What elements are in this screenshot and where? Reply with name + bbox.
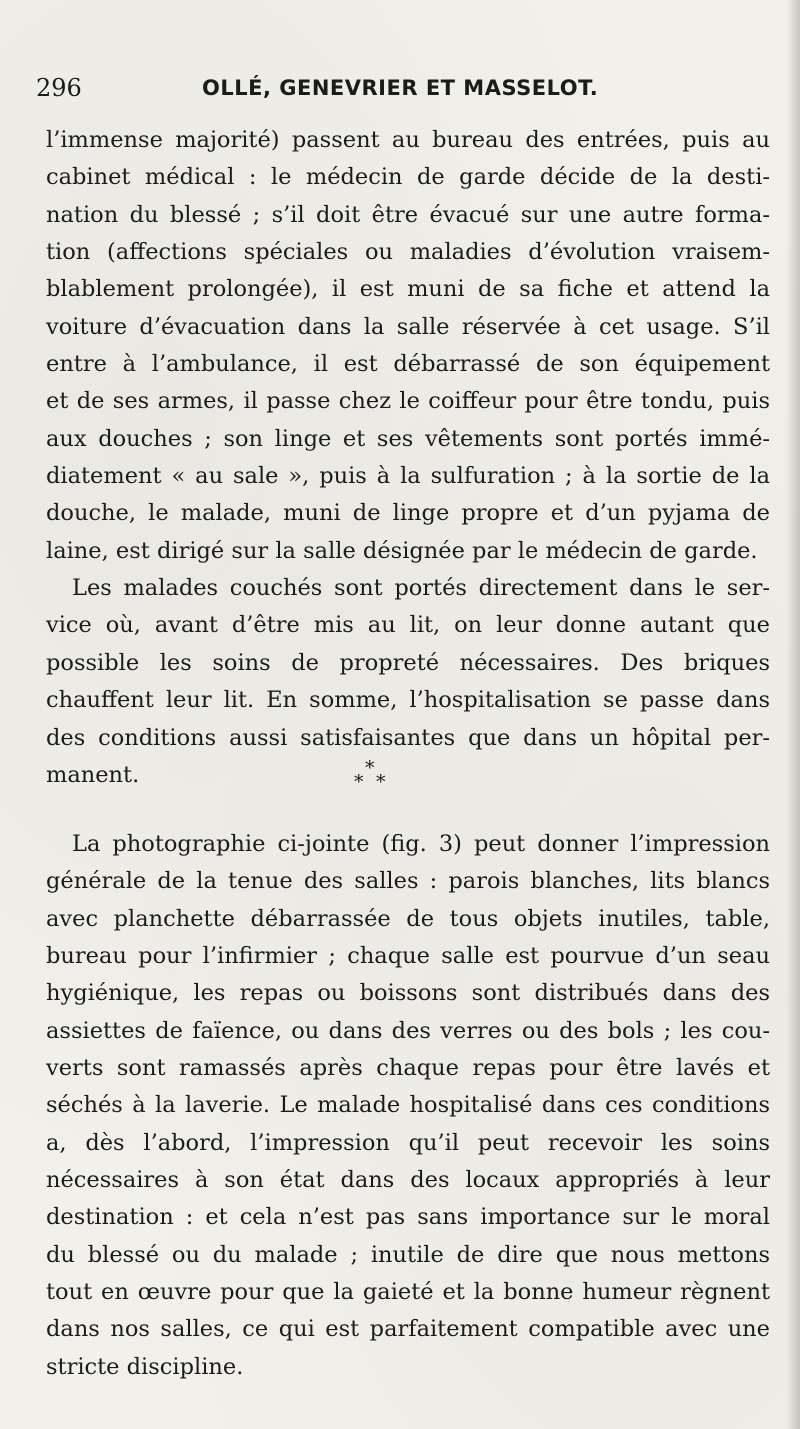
text-line: possible les soins de propreté nécessaires. Des briques: [46, 649, 770, 676]
text-line: du blessé ou du malade ; inutile de dire que nous mettons: [46, 1241, 770, 1268]
asterism: [352, 756, 392, 796]
text-line: laine, est dirigé sur la salle désignée par le médecin de garde.: [46, 537, 758, 564]
text-line: dans nos salles, ce qui est parfaitement compatible avec une: [46, 1316, 770, 1343]
page-edge-shadow: [786, 0, 800, 1429]
text-line: avec planchette débarrassée de tous objets inutiles, table,: [46, 905, 770, 932]
text-line: destination : et cela n’est pas sans importance sur le moral: [46, 1204, 770, 1231]
text-line: voiture d’évacuation dans la salle réservée à cet usage. S’il: [46, 313, 770, 340]
text-line: séchés à la laverie. Le malade hospitalisé dans ces conditions: [46, 1092, 770, 1119]
text-line: verts sont ramassés après chaque repas pour être lavés et: [46, 1055, 770, 1082]
text-line: blablement prolongée), il est muni de sa fiche et attend la: [46, 276, 770, 303]
body-text-upper: [46, 122, 770, 794]
body-text-lower: [46, 826, 770, 1386]
text-line: aux douches ; son linge et ses vêtements sont portés immé-: [46, 425, 770, 452]
text-line: Les malades couchés sont portés directement dans le ser-: [72, 575, 770, 602]
text-line: chauffent leur lit. En somme, l’hospitalisation se passe dans: [46, 687, 770, 714]
text-line: cabinet médical : le médecin de garde décide de la desti-: [46, 164, 770, 191]
text-line: hygiénique, les repas ou boissons sont distribués dans des: [46, 980, 770, 1007]
text-line: diatement « au sale », puis à la sulfuration ; à la sortie de la: [46, 463, 770, 490]
text-line: bureau pour l’infirmier ; chaque salle est pourvue d’un seau: [46, 943, 770, 970]
text-line: stricte discipline.: [46, 1353, 244, 1380]
asterisk: *: [365, 757, 375, 779]
text-line: tout en œuvre pour que la gaieté et la bonne humeur règnent: [46, 1279, 770, 1306]
text-line: des conditions aussi satisfaisantes que dans un hôpital per-: [46, 724, 770, 751]
text-line: manent.: [46, 761, 140, 788]
text-line: a, dès l’abord, l’impression qu’il peut recevoir les soins: [46, 1129, 770, 1156]
text-line: entre à l’ambulance, il est débarrassé de son équipement: [46, 351, 770, 378]
asterisk: *: [354, 771, 364, 793]
text-line: nation du blessé ; s’il doit être évacué sur une autre forma-: [46, 201, 770, 228]
text-line: assiettes de faïence, ou dans des verres ou des bols ; les cou-: [46, 1017, 770, 1044]
text-line: et de ses armes, il passe chez le coiffeur pour être tondu, puis: [46, 388, 770, 415]
paragraph-1: [46, 122, 770, 570]
text-line: vice où, avant d’être mis au lit, on leur donne autant que: [46, 612, 770, 639]
text-line: La photographie ci-jointe (fig. 3) peut donner l’impression: [72, 831, 770, 857]
running-head: OLLÉ, GENEVRIER ET MASSELOT.: [202, 76, 599, 100]
asterisk: *: [376, 771, 386, 793]
text-line: générale de la tenue des salles : parois blanches, lits blancs: [46, 868, 770, 895]
section-separator: [0, 756, 800, 796]
text-line: tion (affections spéciales ou maladies d’évolution vraisem-: [46, 239, 770, 266]
page-number: 296: [36, 74, 82, 102]
page-header: [36, 74, 756, 106]
text-line: l’immense majorité) passent au bureau des entrées, puis au: [46, 127, 770, 153]
paragraph-3: [46, 826, 770, 1386]
text-line: nécessaires à son état dans des locaux appropriés à leur: [46, 1167, 770, 1194]
text-line: douche, le malade, muni de linge propre et d’un pyjama de: [46, 500, 770, 527]
